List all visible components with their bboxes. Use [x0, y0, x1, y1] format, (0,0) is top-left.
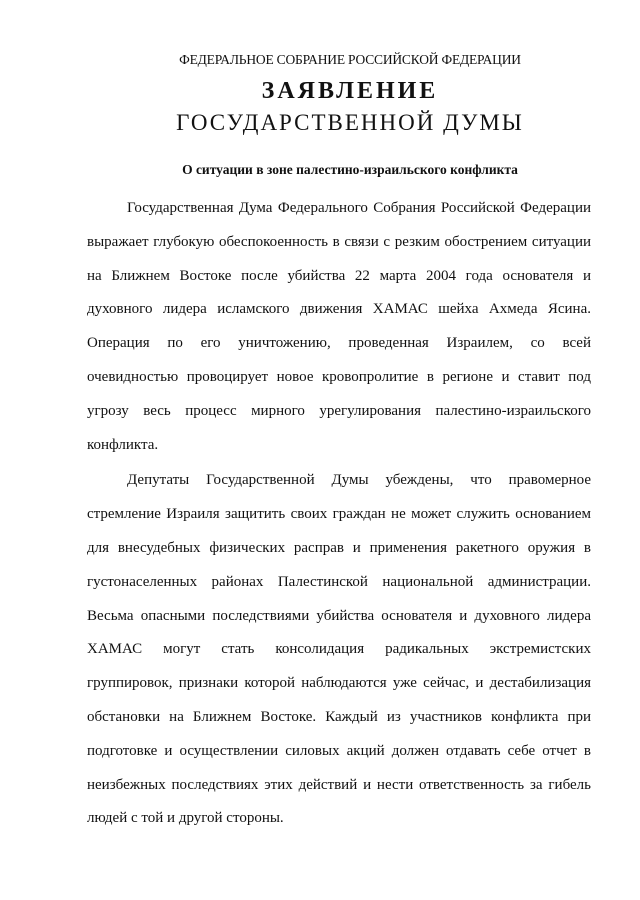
paragraph-line: Весьма опасными последствиями убийства основателя и духовного лидера: [87, 607, 591, 624]
paragraph-line: конфликта.: [87, 436, 159, 453]
paragraph-line: угрозу весь процесс мирного урегулирования палестино-израильского: [87, 402, 591, 419]
paragraph-line: подготовке и осуществлении силовых акций должен отдавать себе отчет в: [87, 742, 591, 759]
paragraph-line: густонаселенных районах Палестинской национальной администрации.: [87, 573, 591, 590]
paragraph-line: духовного лидера исламского движения ХАМАС шейха Ахмеда Ясина.: [87, 301, 591, 318]
paragraph-line: обстановки на Ближнем Востоке. Каждый из участников конфликта при: [87, 708, 591, 725]
paragraph-2: [87, 464, 591, 836]
paragraph-line: ХАМАС могут стать консолидация радикальных экстремистских: [87, 641, 591, 658]
paragraph-line: для внесудебных физических расправ и применения ракетного оружия в: [87, 539, 591, 556]
document-body: [87, 192, 591, 836]
paragraph-line: неизбежных последствиях этих действий и нести ответственность за гибель: [87, 776, 591, 793]
paragraph-line: на Ближнем Востоке после убийства 22 марта 2004 года основателя и: [87, 267, 591, 284]
paragraph-line: людей с той и другой стороны.: [87, 810, 284, 827]
paragraph-line: очевидностью провоцирует новое кровопролитие в регионе и ставит под: [87, 368, 591, 385]
paragraph-line: группировок, признаки которой наблюдаются уже сейчас, и дестабилизация: [87, 675, 591, 692]
paragraph-line: Государственная Дума Федерального Собрания Российской Федерации: [127, 200, 591, 216]
document-subtitle: ГОСУДАРСТВЕННОЙ ДУМЫ: [176, 110, 524, 135]
document-title: ЗАЯВЛЕНИЕ: [261, 78, 439, 104]
paragraph-line: выражает глубокую обеспокоенность в связи с резким обострением ситуации: [87, 233, 591, 250]
paragraph-line: стремление Израиля защитить своих граждан не может служить основанием: [87, 506, 591, 523]
document-subject: О ситуации в зоне палестино-израильского конфликта: [182, 162, 518, 177]
paragraph-1: [87, 192, 591, 462]
document-header: ФЕДЕРАЛЬНОЕ СОБРАНИЕ РОССИЙСКОЙ ФЕДЕРАЦИИ: [179, 52, 521, 67]
paragraph-line: Операция по его уничтожению, проведенная Израилем, со всей: [87, 335, 591, 352]
paragraph-line: Депутаты Государственной Думы убеждены, что правомерное: [127, 472, 591, 489]
